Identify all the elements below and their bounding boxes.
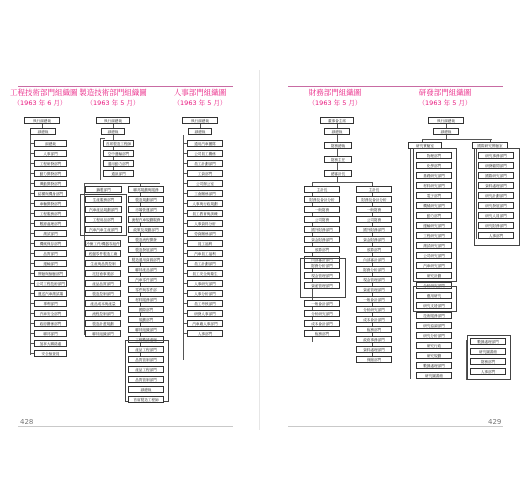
org-box: 品質部門	[34, 250, 67, 257]
org-box: 內部審計部門	[356, 256, 392, 263]
org-box: 研究實驗室	[408, 142, 442, 149]
org-box: 數據處理部門	[416, 362, 452, 369]
org-box: 一般財務	[356, 206, 392, 213]
org-box: 製造控制部門	[85, 290, 121, 297]
org-box: 人事部門	[187, 330, 223, 337]
org-box: 基礎研究部門	[416, 172, 452, 179]
group-frame	[413, 148, 457, 282]
org-box: 員工考核部門	[187, 300, 223, 307]
org-box: 人事部門	[34, 150, 67, 157]
org-box: 國際部門	[128, 306, 164, 313]
org-box: 專利部門	[34, 300, 67, 307]
org-box: 工程研究部門	[416, 232, 452, 239]
org-box: 一般財務	[304, 206, 340, 213]
org-box: 產品工程部門	[128, 366, 164, 373]
org-box: 實驗與檢驗部門	[34, 270, 67, 277]
org-box: 應用研究	[416, 292, 452, 299]
org-box: 底盤零件製造工廠	[85, 250, 121, 257]
org-box: 品質管制部門	[128, 356, 164, 363]
org-box: 國外財務部門	[304, 226, 340, 233]
org-box: 研究規劃	[416, 352, 452, 359]
org-box: 公司財務	[304, 216, 340, 223]
chart-title	[78, 88, 148, 108]
org-box: 汽車研究部門	[416, 262, 452, 269]
org-box: 現金管理部門	[304, 272, 340, 279]
org-box: 電子部門	[416, 192, 452, 199]
page-number: 428	[20, 418, 34, 426]
org-box: 運輸研究部門	[416, 222, 452, 229]
org-box: 產品工程部門	[128, 346, 164, 353]
org-box: 分析研究部門	[416, 282, 452, 289]
chart-title-text: 製造技術部門組織圖	[79, 88, 147, 97]
chart-title-text: 人事部門組織圖	[173, 88, 227, 97]
org-box: 機械保存部門	[34, 240, 67, 247]
org-box: 機械研究部門	[416, 202, 452, 209]
org-box: 研發人事部門	[187, 310, 223, 317]
org-box: 人事資料分析	[187, 220, 223, 227]
org-box: 數據處理部門	[34, 220, 67, 227]
org-box: 托技術事業部	[85, 270, 121, 277]
org-box: 研究分析部門	[416, 332, 452, 339]
chart-title	[300, 88, 370, 108]
org-box: 流程控制部門	[85, 310, 121, 317]
org-box: 分析研究部門	[356, 306, 392, 313]
org-box: 研究發展部門	[478, 202, 514, 209]
org-box: 成本會計部門	[356, 316, 392, 323]
org-box: 空中運輸部門	[103, 150, 134, 157]
org-box: 執行副總裁	[182, 117, 218, 124]
connector-line	[337, 163, 338, 170]
connector-line	[410, 149, 411, 379]
org-box: 汽車員工福利	[187, 250, 223, 257]
org-box: 財務及會計分析	[356, 196, 392, 203]
org-box: 工程服務部門	[34, 210, 67, 217]
org-box: 研究圖書館	[470, 348, 506, 355]
org-box: 人事研究部門	[187, 280, 223, 287]
footer-rule	[18, 426, 233, 427]
org-box: 結構與機身部門	[34, 190, 67, 197]
org-box: 公司工程技術部門	[34, 280, 67, 287]
org-box: 聯邦組織部門	[128, 326, 164, 333]
org-box: 執行副總裁	[96, 117, 130, 124]
org-box: 財務分析部門	[356, 266, 392, 273]
org-box: 副總裁	[101, 128, 125, 135]
org-box: 分析研究部門	[304, 310, 340, 317]
org-box: 運輸部門	[34, 260, 67, 267]
org-box: 資產管理部門	[356, 286, 392, 293]
org-box: 材料服務部門	[128, 296, 164, 303]
org-box: 安全檢查員	[34, 350, 67, 357]
connector-line	[183, 135, 184, 360]
org-box: 冷衝工件/機器零組件	[86, 242, 120, 246]
org-box: 執行副總裁	[428, 117, 464, 124]
org-box: 製造計畫規劃	[85, 320, 121, 327]
org-box: 規劃部門	[128, 316, 164, 323]
org-box: 研究計劃部門	[478, 192, 514, 199]
org-box: 內部審計部門	[304, 256, 340, 263]
org-box: 人事與行政規劃	[187, 200, 223, 207]
org-box: 品質管制部門	[128, 376, 164, 383]
org-box: 數據處理部門	[470, 338, 506, 345]
org-box: 汽車安全部門	[34, 310, 67, 317]
org-box: 現金管理部門	[356, 276, 392, 283]
org-box: 公司研究部門	[416, 252, 452, 259]
org-box: 人事部門	[478, 232, 514, 239]
org-box: 車輛開發部門	[34, 200, 67, 207]
org-box: 國際研究實驗室	[472, 142, 508, 149]
org-box: 聯邦部門	[34, 330, 67, 337]
org-box: 研究事務部門	[478, 152, 514, 159]
org-box: 聯邦規劃與服務	[128, 186, 164, 193]
org-box: 財務部門	[470, 358, 506, 365]
org-box: 勞資關係部門	[187, 230, 223, 237]
chart-title	[410, 88, 480, 108]
org-box: 成本會計部門	[304, 320, 340, 327]
org-box: 化學部門	[416, 162, 452, 169]
org-box: 國外財務部門	[356, 226, 392, 233]
connector-line	[422, 139, 492, 140]
chart-date: （1963 年 6 月）	[13, 99, 67, 107]
org-box: 財務主任	[324, 156, 352, 163]
right-page	[260, 0, 520, 500]
org-box: 公司財務	[356, 216, 392, 223]
org-box: 製造規劃部門	[128, 196, 164, 203]
org-box: 汽車零件部門	[128, 276, 164, 283]
chart-date: （1963 年 5 月）	[86, 99, 140, 107]
org-box: 製造通用資源部門	[128, 256, 164, 263]
org-box: 資金財務部門	[356, 236, 392, 243]
chart-date: （1963 年 5 月）	[173, 99, 227, 107]
org-box: 首席製造工程師	[128, 396, 164, 403]
org-box: 生產與品質控制	[85, 260, 121, 267]
org-box: 研究支援部門	[416, 302, 452, 309]
org-box: 動力部門	[416, 212, 452, 219]
org-box: 副總裁	[188, 128, 212, 135]
chart-title	[10, 88, 78, 108]
chart-title	[170, 88, 230, 108]
org-box: 人事部門	[470, 368, 506, 375]
org-box: 副總裁	[34, 140, 67, 147]
org-box: 鑄製部門	[85, 186, 122, 193]
org-box: 研究財務部門	[478, 222, 514, 229]
org-box: 製造發展部門	[128, 246, 164, 253]
org-box: 政策及規劃部門	[128, 226, 164, 233]
connector-line	[337, 149, 338, 156]
org-box: 總審計長	[324, 170, 352, 177]
org-box: 董事會主席	[320, 117, 354, 124]
org-box: 資金財務部門	[304, 236, 340, 243]
connector-line	[312, 182, 372, 183]
org-box: 員工教育與訓練	[187, 210, 223, 217]
connector-line	[84, 183, 160, 184]
org-box: 副總裁	[128, 386, 164, 393]
org-box: 政府事務部門	[356, 336, 392, 343]
connector-line	[100, 138, 101, 180]
org-box: 研究協調部門	[416, 322, 452, 329]
org-box: 材料研究部門	[416, 182, 452, 189]
org-box: 工程用品部門	[85, 216, 122, 223]
chart-title-text: 財務部門組織圖	[308, 88, 362, 97]
org-box: 首席製造工程師	[103, 140, 134, 147]
org-box: 汽車汽車生產部門	[85, 226, 122, 233]
footer-rule	[288, 426, 503, 427]
page-number: 429	[488, 418, 502, 426]
org-box: 資產管理部門	[304, 282, 340, 289]
org-box: 財務及會計分析	[304, 196, 340, 203]
org-box: 研究人員部門	[478, 212, 514, 219]
org-box: 傳動開發部門	[34, 180, 67, 187]
org-box: 主計長	[304, 186, 340, 193]
org-box: 一般會計部門	[304, 300, 340, 307]
org-box: 研究圖書館	[416, 372, 452, 379]
org-box: 公司員工關係	[187, 150, 223, 157]
org-box: 稅務部門	[356, 326, 392, 333]
org-box: 財務總裁	[324, 142, 352, 149]
org-box: 財務分析部門	[304, 262, 340, 269]
org-box: 聯邦組織部門	[85, 330, 121, 337]
org-box: 人事分析部門	[187, 290, 223, 297]
org-box: 員工計劃部門	[187, 260, 223, 267]
org-box: 零件與零件部	[128, 286, 164, 293]
org-box: 運送汽車測試場	[34, 290, 67, 297]
org-box: 員工安全與衛生	[187, 270, 223, 277]
chart-date: （1963 年 5 月）	[308, 99, 362, 107]
org-box: 測試部門	[34, 230, 67, 237]
org-box: 技術服務部門	[416, 312, 452, 319]
org-box: 製造流程開發	[128, 236, 164, 243]
org-box: 工程數據處理	[128, 336, 164, 343]
org-box: 研究行政	[416, 342, 452, 349]
org-box: 副總裁	[433, 128, 459, 135]
group-frame	[80, 194, 127, 236]
org-box: 產品成本與產量	[85, 300, 121, 307]
org-box: 通用動力部門	[103, 160, 134, 167]
org-box: 主計長	[356, 186, 392, 193]
org-box: 研發顧問部門	[478, 162, 514, 169]
org-box: 一般會計部門	[356, 296, 392, 303]
org-box: 執行副總裁	[24, 117, 60, 124]
org-box: 研究計劃	[416, 272, 452, 279]
org-box: 流程汽車規劃服務	[128, 216, 164, 223]
org-box: 員工福利	[187, 240, 223, 247]
header-rule	[288, 86, 503, 87]
group-frame	[413, 286, 457, 312]
org-box: 副總裁	[30, 128, 56, 135]
org-box: 物理部門	[416, 152, 452, 159]
org-box: 國際研究部門	[478, 172, 514, 179]
chart-date: （1963 年 5 月）	[418, 99, 472, 107]
org-box: 稅務部門	[304, 330, 340, 337]
org-box: 工程研發部門	[34, 160, 67, 167]
org-box: 動力開發部門	[34, 170, 67, 177]
header-rule	[18, 86, 233, 87]
org-box: 預算部門	[304, 246, 340, 253]
org-box: 預算部門	[356, 246, 392, 253]
org-box: 市場營運部門	[128, 206, 164, 213]
org-box: 工會關係部門	[187, 190, 223, 197]
org-box: 副總裁	[324, 128, 350, 135]
group-frame	[474, 148, 520, 246]
org-box: 汽車產品規劃部門	[85, 206, 122, 213]
chart-title-text: 工程技術部門組織圖	[10, 88, 78, 97]
org-box: 員工計劃部門	[187, 160, 223, 167]
org-box: 工資部門	[187, 170, 223, 177]
org-box: 加拿大聯絡處	[34, 340, 67, 347]
group-frame	[467, 335, 511, 380]
connector-line	[30, 135, 31, 355]
org-box: 保險部門	[356, 356, 392, 363]
org-box: 產品品質部門	[85, 280, 121, 287]
org-box: 資料處理部門	[478, 182, 514, 189]
org-box: 通訊部門	[103, 170, 134, 177]
chart-title-text: 研發部門組織圖	[418, 88, 472, 97]
connector-line	[337, 135, 338, 142]
org-box: 聯邦產品部門	[128, 266, 164, 273]
org-box: 測試研究部門	[416, 242, 452, 249]
org-box: 公司辦公室	[187, 180, 223, 187]
org-box: 政府關係部門	[34, 320, 67, 327]
book-spine	[259, 70, 260, 430]
org-box: 通用汽車團隊	[187, 140, 223, 147]
org-box: 汽車廠人事部門	[187, 320, 223, 327]
org-box: 生產服務部門	[85, 196, 122, 203]
org-box: 資料處理部門	[356, 346, 392, 353]
